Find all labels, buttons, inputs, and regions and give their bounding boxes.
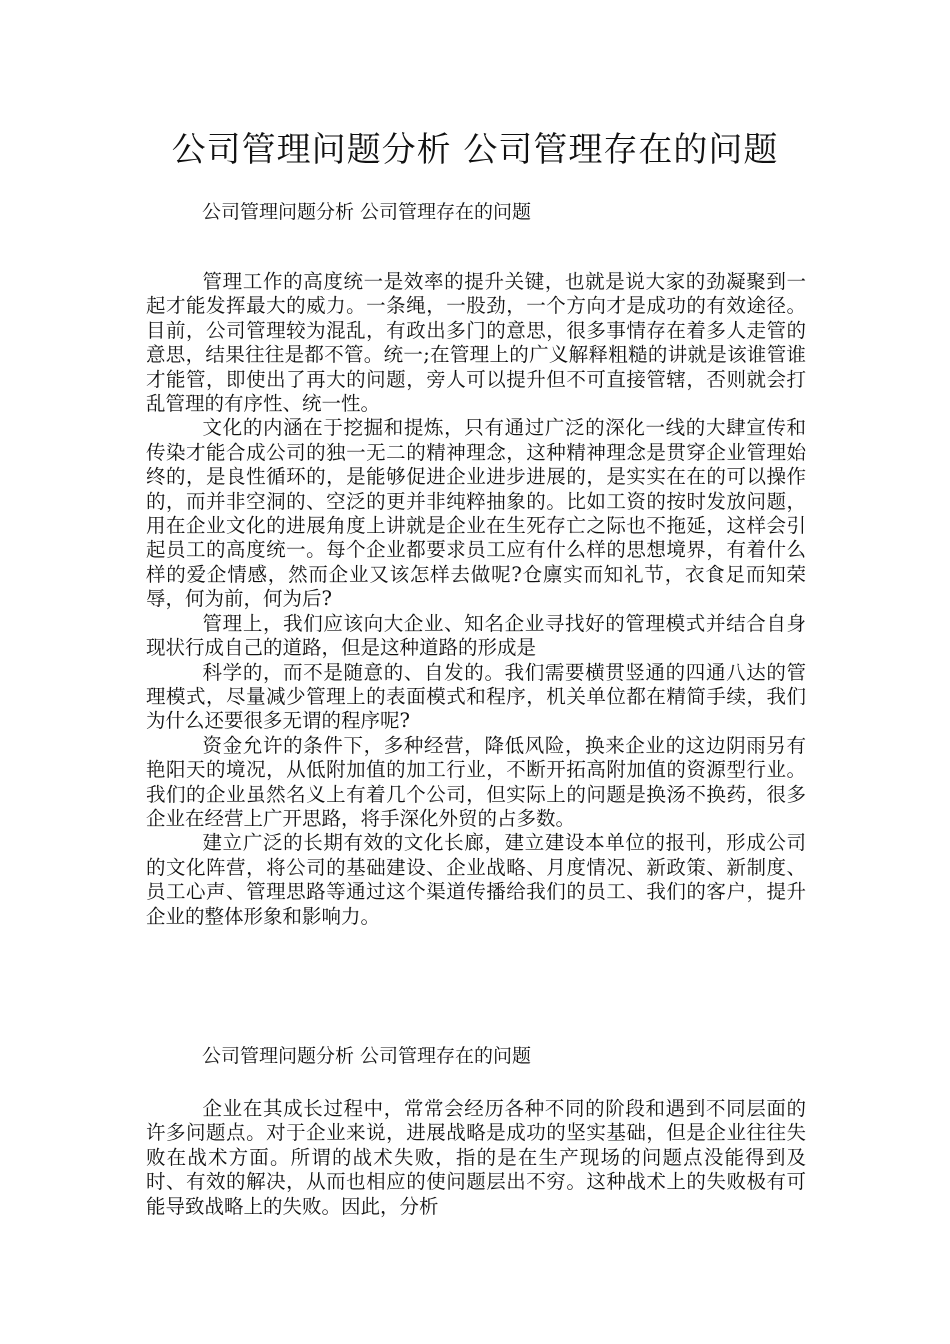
- paragraph: 建立广泛的长期有效的文化长廊，建立建设本单位的报刊，形成公司的文化阵营，将公司的基础建设、企业战略、月度情况、新政策、新制度、员工心声、管理思路等通过这个渠道传播给我们的员工、我们的客户，提升企业的整体形象和影响力。: [146, 831, 806, 928]
- paragraph: 管理工作的高度统一是效率的提升关键，也就是说大家的劲凝聚到一起才能发挥最大的威力。一条绳，一股劲，一个方向才是成功的有效途径。目前，公司管理较为混乱，有政出多门的意思，很多事情存在着多人走管的意思，结果往往是都不管。统一;在管理上的广义解释粗糙的讲就是该谁管谁才能管，即使出了再大的问题，旁人可以提升但不可直接管辖，否则就会打乱管理的有序性、统一性。: [146, 270, 806, 416]
- paragraph: 资金允许的条件下，多种经营，降低风险，换来企业的这边阴雨另有艳阳天的境况，从低附加值的加工行业，不断开拓高附加值的资源型行业。我们的企业虽然名义上有着几个公司，但实际上的问题是换汤不换药，很多企业在经营上广开思路，将手深化外贸的占多数。: [146, 733, 806, 830]
- paragraph: 管理上，我们应该向大企业、知名企业寻找好的管理模式并结合自身现状行成自己的道路，但是这种道路的形成是: [146, 611, 806, 660]
- section-heading: 公司管理问题分析 公司管理存在的问题: [202, 1045, 532, 1067]
- section-body: [146, 1097, 806, 1219]
- paragraph: 文化的内涵在于挖掘和提炼，只有通过广泛的深化一线的大肆宣传和传染才能合成公司的独一无二的精神理念，这种精神理念是贯穿企业管理始终的，是良性循环的，是能够促进企业进步进展的，是实实在在的可以操作的，而并非空洞的、空泛的更并非纯粹抽象的。比如工资的按时发放问题，用在企业文化的进展角度上讲就是企业在生死存亡之际也不拖延，这样会引起员工的高度统一。每个企业都要求员工应有什么样的思想境界，有着什么样的爱企情感，然而企业又该怎样去做呢?仓廪实而知礼节，衣食足而知荣辱，何为前，何为后?: [146, 416, 806, 611]
- section-body: [146, 270, 806, 929]
- section-heading: 公司管理问题分析 公司管理存在的问题: [202, 201, 532, 223]
- paragraph: 企业在其成长过程中，常常会经历各种不同的阶段和遇到不同层面的许多问题点。对于企业来说，进展战略是成功的坚实基础，但是企业往往失败在战术方面。所谓的战术失败，指的是在生产现场的问题点没能得到及时、有效的解决，从而也相应的使问题层出不穷。这种战术上的失败极有可能导致战略上的失败。因此，分析: [146, 1097, 806, 1218]
- document-title: 公司管理问题分析 公司管理存在的问题: [171, 130, 779, 170]
- paragraph: 科学的，而不是随意的、自发的。我们需要横贯竖通的四通八达的管理模式，尽量减少管理上的表面模式和程序，机关单位都在精简手续，我们为什么还要很多无谓的程序呢?: [146, 660, 806, 733]
